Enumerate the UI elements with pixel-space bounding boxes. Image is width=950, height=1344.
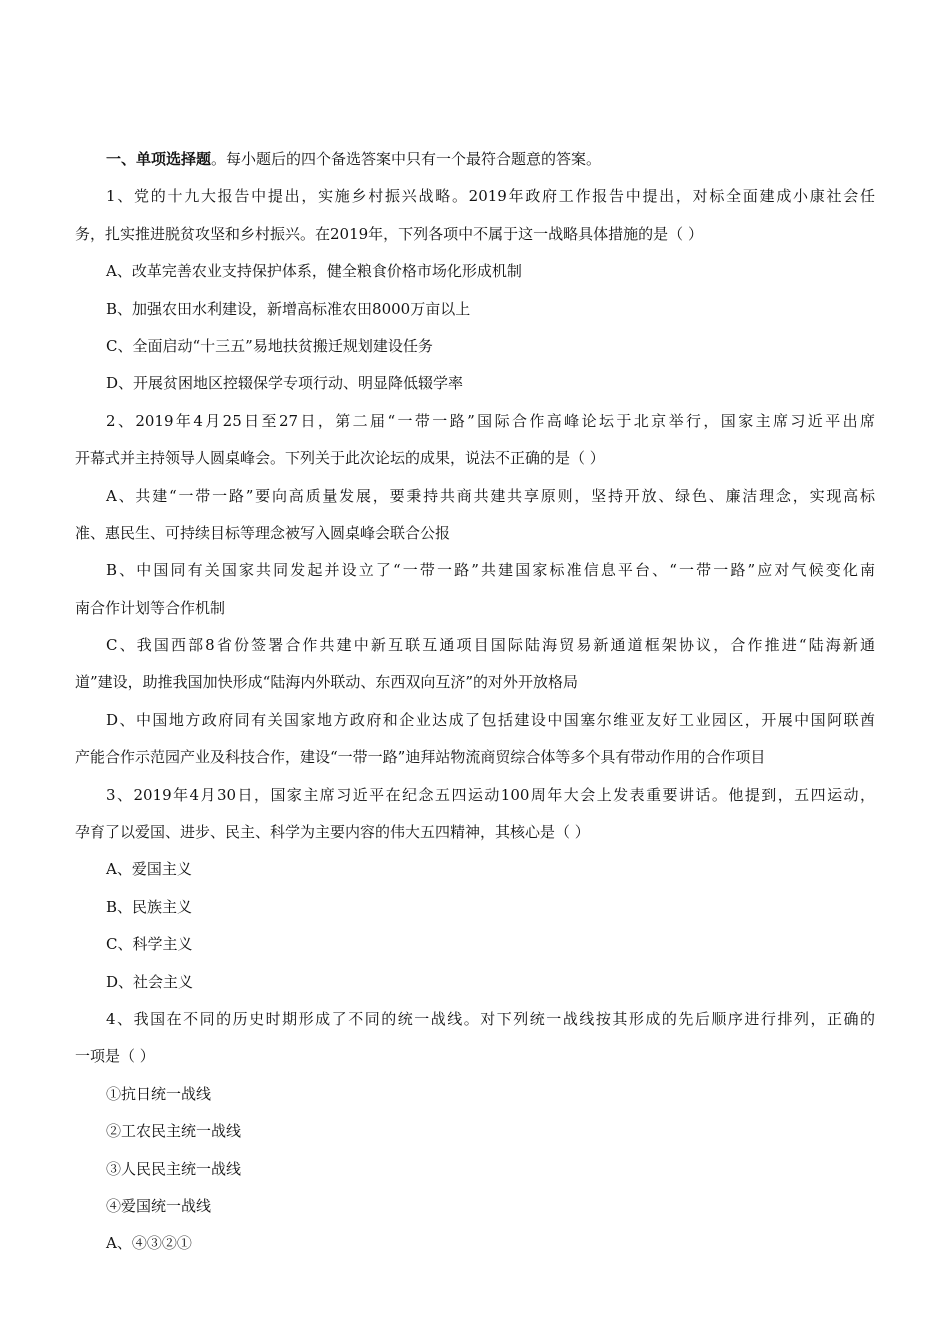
q2-option-a-line2: 准、惠民生、可持续目标等理念被写入圆桌峰会联合公报 — [75, 523, 451, 542]
section-header — [75, 141, 875, 178]
section-heading: 一、单项选择题 — [106, 150, 212, 168]
q1-option-c: C、全面启动“十三五”易地扶贫搬迁规划建设任务 — [106, 336, 433, 355]
q2-option-b-line2: 南合作计划等合作机制 — [75, 598, 226, 617]
q3-stem-line1: 3、2019年4月30日，国家主席习近平在纪念五四运动100周年大会上发表重要讲话。他提到，五四运动， — [106, 785, 875, 804]
q4-stem-line1: 4、我国在不同的历史时期形成了不同的统一战线。对下列统一战线按其形成的先后顺序进行排列，正确的 — [106, 1009, 875, 1028]
q2-option-b-line1: B、中国同有关国家共同发起并设立了“一带一路”共建国家标准信息平台、“一带一路”应对气候变化南 — [106, 561, 875, 580]
q2-option-c-line1: C、我国西部8省份签署合作共建中新互联互通项目国际陆海贸易新通道框架协议，合作推进“陆海新通 — [106, 636, 875, 655]
q1-stem-line2: 务，扎实推进脱贫攻坚和乡村振兴。在2019年，下列各项中不属于这一战略具体措施的是（ ） — [75, 224, 703, 243]
q3-option-c: C、科学主义 — [106, 935, 193, 954]
q1-option-b: B、加强农田水利建设，新增高标准农田8000万亩以上 — [106, 299, 471, 318]
q2-option-c-line2: 道”建设，助推我国加快形成“陆海内外联动、东西双向互济”的对外开放格局 — [75, 673, 579, 692]
q2-option-d-line1: D、中国地方政府同有关国家地方政府和企业达成了包括建设中国塞尔维亚友好工业园区，开展中国阿联酋 — [106, 710, 875, 729]
q4-item-1: ①抗日统一战线 — [106, 1084, 212, 1103]
q1-stem-line1: 1、党的十九大报告中提出，实施乡村振兴战略。2019年政府工作报告中提出，对标全面建成小康社会任 — [106, 187, 875, 206]
q4-stem-line2: 一项是（ ） — [75, 1047, 155, 1066]
q2-stem-line1: 2、2019年4月25日至27日，第二届“一带一路”国际合作高峰论坛于北京举行，国家主席习近平出席 — [106, 411, 875, 430]
q4-item-4: ④爱国统一战线 — [106, 1196, 212, 1215]
q3-stem-line2: 孕育了以爱国、进步、民主、科学为主要内容的伟大五四精神，其核心是（ ） — [75, 823, 590, 842]
section-instruction: 。每小题后的四个备选答案中只有一个最符合题意的答案。 — [211, 150, 602, 168]
q4-item-2: ②工农民主统一战线 — [106, 1122, 242, 1141]
q2-option-a-line1: A、共建“一带一路”要向高质量发展，要秉持共商共建共享原则，坚持开放、绿色、廉洁理念，实现高标 — [106, 486, 875, 505]
q3-option-b: B、民族主义 — [106, 897, 193, 916]
q2-option-d-line2: 产能合作示范园产业及科技合作，建设“一带一路”迪拜站物流商贸综合体等多个具有带动作用的合作项目 — [75, 748, 766, 767]
q3-option-d: D、社会主义 — [106, 972, 194, 991]
q4-item-3: ③人民民主统一战线 — [106, 1159, 242, 1178]
q3-option-a: A、爱国主义 — [106, 860, 192, 879]
q1-option-d: D、开展贫困地区控辍保学专项行动、明显降低辍学率 — [106, 374, 464, 393]
q4-option-a: A、④③②① — [106, 1234, 192, 1253]
q1-option-a: A、改革完善农业支持保护体系，健全粮食价格市场化形成机制 — [106, 262, 522, 281]
q2-stem-line2: 开幕式并主持领导人圆桌峰会。下列关于此次论坛的成果，说法不正确的是（ ） — [75, 449, 605, 468]
